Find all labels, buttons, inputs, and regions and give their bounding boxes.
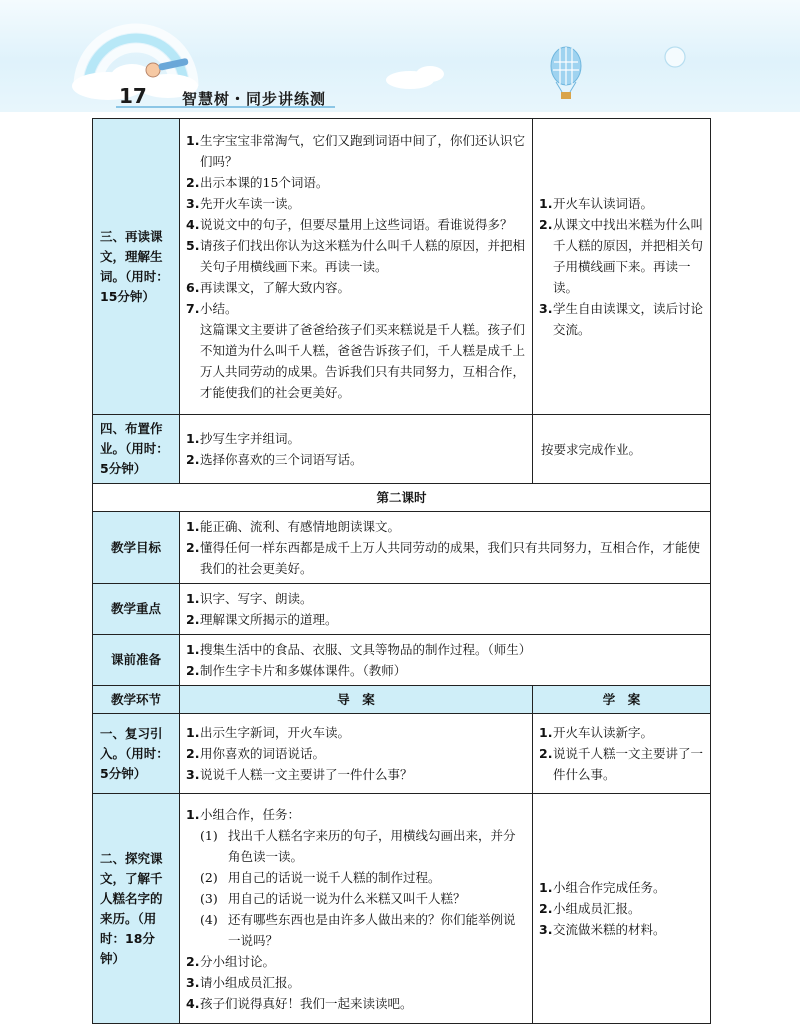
list-item: 2. 懂得任何一样东西都是成千上万人共同劳动的成果，我们只有共同努力，互相合作，才能使我们的社会更美好。 [186, 540, 701, 576]
guide-cell [180, 415, 533, 484]
study-list [539, 193, 704, 340]
list-item: 3. 学生自由读课文，读后讨论交流。 [539, 301, 704, 337]
list-item: 1. 生字宝宝非常淘气，它们又跑到词语中间了，你们还认识它们吗？ [186, 133, 526, 169]
list-item: 2. 说说千人糕一文主要讲了一件什么事。 [539, 746, 704, 782]
list-item: (3) 用自己的话说一说为什么米糕又叫千人糕？ [200, 890, 466, 906]
summary-text: 这篇课文主要讲了爸爸给孩子们买来糕说是千人糕。孩子们不知道为什么叫千人糕，爸爸告诉孩子们，千人糕是成千上万人共同劳动的成果。告诉我们只有共同努力，互相合作，才能使我们的社会更美好。 [200, 322, 526, 400]
goals-label: 教学目标 [93, 512, 180, 584]
focus-label: 教学重点 [93, 584, 180, 635]
step-explore-label: 二、探究课文，了解千人糕名字的来历。（用时：18分钟） [93, 794, 180, 1024]
guide-cell [180, 714, 533, 794]
list-item: 1. 识字、写字、朗读。 [186, 591, 313, 606]
list-item: 2. 分小组讨论。 [186, 953, 276, 969]
table-header-row [93, 686, 711, 714]
book-title: 智慧树・同步讲练测 [182, 90, 327, 108]
list-item: 5. 请孩子们找出你认为这米糕为什么叫千人糕的原因，并把相关句子用横线画下来。再读一读。 [186, 238, 526, 274]
list-item: 1. 能正确、流利、有感情地朗读课文。 [186, 519, 401, 534]
table-row [93, 584, 711, 635]
list-item: 1. 小组合作，任务： [186, 806, 301, 822]
list-item: 2. 出示本课的15个词语。 [186, 175, 329, 190]
list-item: 4. 孩子们说得真好！我们一起来读读吧。 [186, 995, 413, 1011]
table-row [93, 794, 711, 1024]
list-item: (4) 还有哪些东西也是由许多人做出来的？你们能举例说一说吗？ [200, 911, 516, 948]
prep-label: 课前准备 [93, 635, 180, 686]
column-header-guide: 导 案 [180, 686, 533, 714]
guide-cell [180, 119, 533, 415]
list-item: 2. 选择你喜欢的三个词语写话。 [186, 452, 363, 467]
guide-list [186, 130, 526, 319]
list-item: 2. 用你喜欢的词语说话。 [186, 746, 326, 761]
list-item: 1. 抄写生字并组词。 [186, 431, 301, 446]
table-row [93, 714, 711, 794]
subtask-list [186, 825, 526, 951]
study-cell [533, 119, 711, 415]
goals-cell [180, 512, 711, 584]
table-row [93, 484, 711, 512]
focus-cell [180, 584, 711, 635]
list-item: 2. 制作生字卡片和多媒体课件。（教师） [186, 663, 407, 678]
list-item: 1. 小组合作完成任务。 [539, 880, 666, 895]
lesson-plan-table [92, 118, 711, 1024]
list-item: 2. 小组成员汇报。 [539, 901, 641, 916]
table-row [93, 119, 711, 415]
sun-icon [665, 47, 685, 67]
prep-cell [180, 635, 711, 686]
list-item: 6. 再读课文，了解大致内容。 [186, 280, 351, 295]
study-cell [533, 714, 711, 794]
section-title: 第二课时 [93, 484, 711, 512]
list-item: 1. 开火车认读词语。 [539, 196, 654, 211]
column-header-study: 学 案 [533, 686, 711, 714]
list-item: 2. 从课文中找出米糕为什么叫千人糕的原因，并把相关句子用横线画下来。再读一读。 [539, 217, 704, 295]
page-number: 17 [119, 84, 147, 108]
table-row [93, 635, 711, 686]
page-header [0, 0, 800, 112]
list-item: 3. 先开火车读一读。 [186, 196, 301, 211]
list-item: 1. 搜集生活中的食品、衣服、文具等物品的制作过程。（师生） [186, 642, 532, 657]
table-row [93, 512, 711, 584]
hot-air-balloon-icon [551, 47, 581, 99]
step-reread-label: 三、再读课文，理解生词。（用时：15分钟） [93, 119, 180, 415]
table-row [93, 415, 711, 484]
list-item: 3. 请小组成员汇报。 [186, 974, 301, 990]
list-item: (1) 找出千人糕名字来历的句子，用横线勾画出来，并分角色读一读。 [200, 827, 516, 864]
list-item: (2) 用自己的话说一说千人糕的制作过程。 [200, 869, 441, 885]
list-item: 1. 开火车认读新字。 [539, 725, 654, 740]
list-item: 1. 出示生字新词，开火车读。 [186, 725, 351, 740]
list-item: 3. 说说千人糕一文主要讲了一件什么事？ [186, 767, 413, 782]
list-item: 2. 理解课文所揭示的道理。 [186, 612, 338, 627]
guide-cell [180, 794, 533, 1024]
list-item: 7. 小结。 [186, 301, 238, 316]
study-cell [533, 794, 711, 1024]
column-header-step: 教学环节 [93, 686, 180, 714]
list-item: 3. 交流做米糕的材料。 [539, 922, 666, 937]
step-homework-label: 四、布置作业。（用时：5分钟） [93, 415, 180, 484]
study-cell: 按要求完成作业。 [533, 415, 711, 484]
list-item: 4. 说说文中的句子，但要尽量用上这些词语。看谁说得多？ [186, 217, 513, 232]
step-review-label: 一、复习引入。（用时：5分钟） [93, 714, 180, 794]
